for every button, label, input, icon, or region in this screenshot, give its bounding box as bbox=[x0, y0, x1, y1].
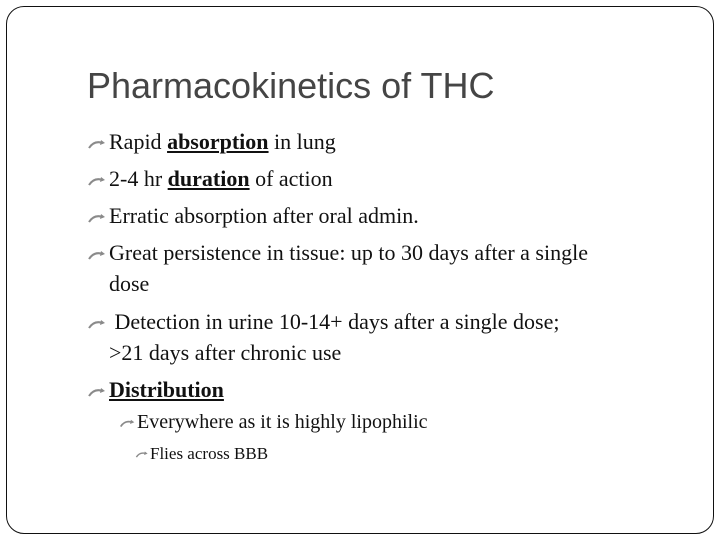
slide-title: Pharmacokinetics of THC bbox=[87, 65, 495, 106]
bullet-erratic-absorption bbox=[87, 203, 419, 229]
bullet-emphasis: absorption bbox=[167, 129, 269, 154]
bullet-continuation: dose bbox=[109, 271, 150, 296]
bullet-persistence bbox=[87, 240, 588, 266]
slide bbox=[6, 6, 714, 534]
bullet-text-post: of action bbox=[249, 166, 333, 191]
bullet-emphasis: duration bbox=[167, 166, 250, 191]
bullet-duration bbox=[87, 166, 333, 192]
sub-sub-bullet-bbb bbox=[135, 444, 268, 464]
bullet-text-pre: Rapid bbox=[109, 129, 168, 154]
bullet-text: Great persistence in tissue: up to 30 days after a single bbox=[109, 240, 588, 265]
bullet-text: Everywhere as it is highly lipophilic bbox=[137, 411, 428, 433]
bullet-continuation: >21 days after chronic use bbox=[109, 340, 342, 365]
bullet-text-pre: 2-4 hr bbox=[109, 166, 168, 191]
bullet-text: Flies across BBB bbox=[150, 444, 269, 463]
bullet-text: Detection in urine 10-14+ days after a single dose; bbox=[109, 309, 560, 334]
bullet-rapid-absorption bbox=[87, 129, 336, 155]
bullet-emphasis: Distribution bbox=[109, 377, 224, 402]
bullet-detection bbox=[87, 309, 559, 335]
bullet-distribution bbox=[87, 377, 224, 403]
bullet-text: Erratic absorption after oral admin. bbox=[109, 203, 419, 228]
bullet-text-post: in lung bbox=[268, 129, 336, 154]
sub-bullet-lipophilic bbox=[119, 411, 428, 434]
